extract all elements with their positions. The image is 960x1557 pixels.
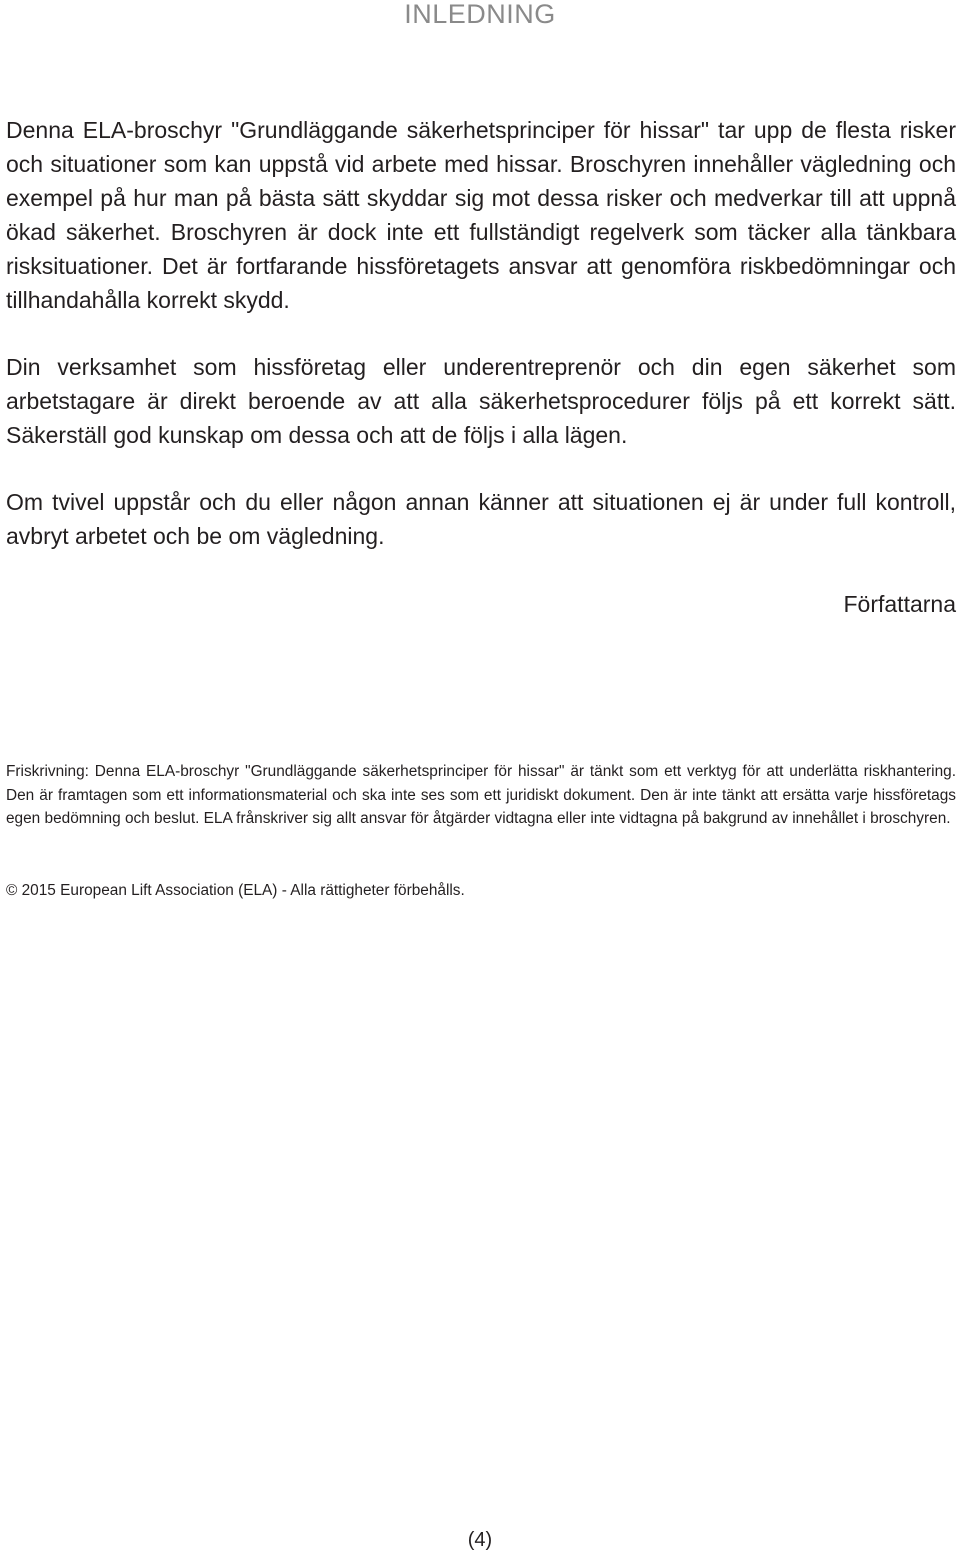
intro-paragraph-1: Denna ELA-broschyr "Grundläggande säkerhetsprinciper för hissar" tar upp de flesta risker och situationer som kan uppstå vid arbete med hissar. Broschyren innehåller vägledning och exempel på hur man på bästa sätt skyddar sig mot dessa risker och medverkar till att uppnå ökad säkerhet. Broschyren är dock inte ett fullständigt regelverk som täcker alla tänkbara risksituationer. Det är fortfarande hissföretagets ansvar att genomföra riskbedömningar och tillhandahålla korrekt skydd.	[6, 117, 956, 313]
intro-paragraph-2: Din verksamhet som hissföretag eller underentreprenör och din egen säkerhet som arbetstagare är direkt beroende av att alla säkerhetsprocedurer följs på ett korrekt sätt. Säkerställ god kunskap om dessa och att de följs i alla lägen.	[6, 354, 956, 448]
page-number: (4)	[467, 1529, 493, 1551]
authors-signature: Författarna	[843, 591, 956, 617]
disclaimer-text: Friskrivning: Denna ELA-broschyr "Grundläggande säkerhetsprinciper för hissar" är tänkt som ett verktyg för att underlätta riskhantering. Den är framtagen som ett informationsmaterial och ska inte ses som ett juridiskt dokument. Den är inte tänkt att ersätta varje hissföretags egen bedömning och beslut. ELA frånskriver sig allt ansvar för åtgärder vidtagna eller inte vidtagna på bakgrund av innehållet i broschyren.	[6, 763, 956, 828]
page-title: INLEDNING	[404, 0, 556, 29]
intro-paragraph-3: Om tvivel uppstår och du eller någon annan känner att situationen ej är under full kontroll, avbryt arbetet och be om vägledning.	[6, 489, 956, 549]
copyright-notice: © 2015 European Lift Association (ELA) - Alla rättigheter förbehålls.	[6, 882, 465, 899]
